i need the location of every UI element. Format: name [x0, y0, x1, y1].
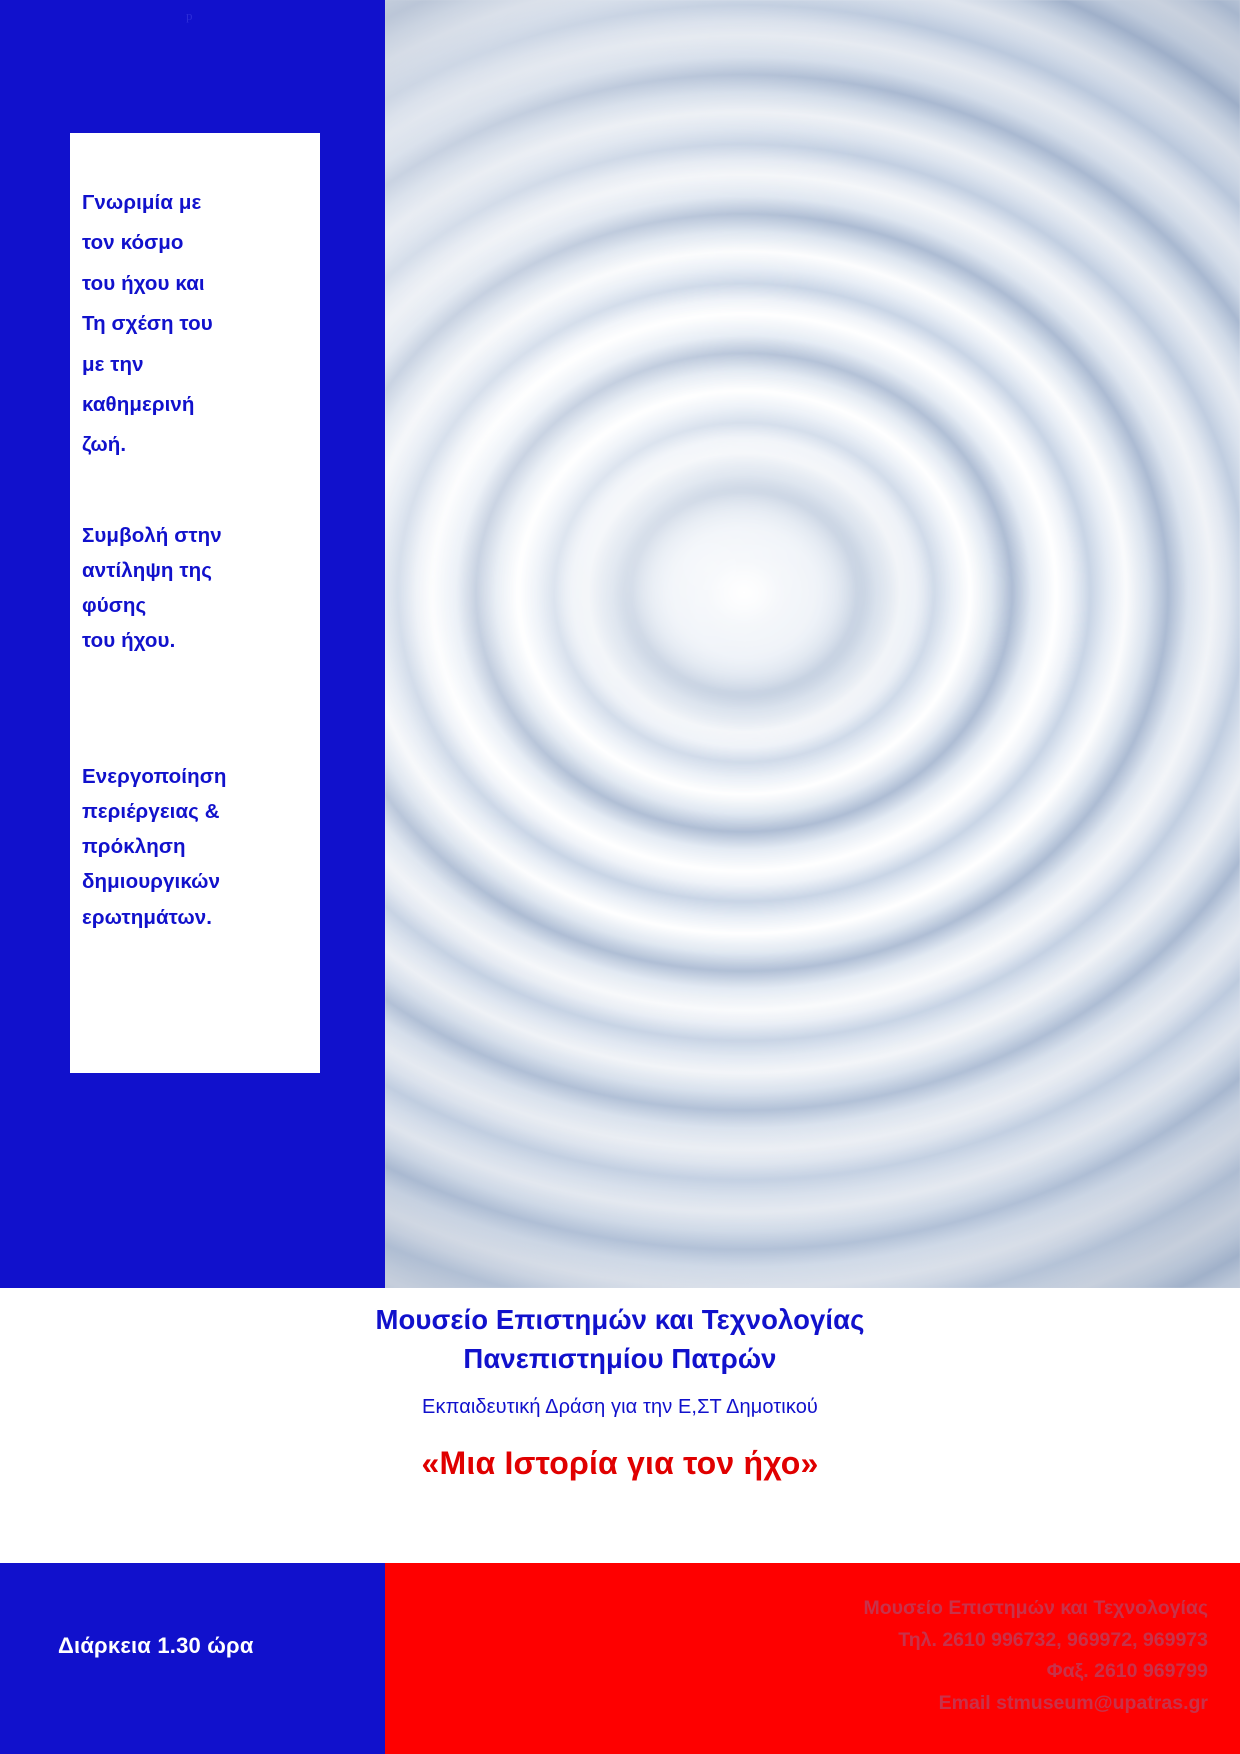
middle-info-band	[0, 1288, 1240, 1563]
panel-line: Τη σχέση του	[82, 312, 213, 336]
stray-character-mark: p	[186, 8, 193, 23]
panel-line: με την	[82, 352, 144, 376]
panel-block-one	[82, 183, 292, 466]
contact-info	[864, 1593, 1208, 1719]
contact-line: Email stmuseum@upatras.gr	[938, 1691, 1208, 1714]
water-ripple-vignette	[385, 0, 1240, 1288]
contact-line: Μουσείο Επιστημών και Τεχνολογίας	[863, 1597, 1208, 1619]
panel-line: δημιουργικών	[82, 870, 221, 894]
panel-spacer	[82, 659, 292, 759]
panel-line: Γνωριμία με	[82, 191, 202, 214]
panel-line: του ήχου.	[82, 629, 176, 653]
panel-line: Συμβολή στην	[82, 523, 222, 547]
panel-line: περιέργειας &	[82, 799, 220, 823]
poster-title: «Μια Ιστορία για τον ήχο»	[421, 1445, 819, 1482]
panel-line: Ενεργοποίηση	[82, 764, 227, 788]
panel-line: καθημερινή	[82, 392, 195, 416]
panel-line: ζωή.	[82, 433, 127, 457]
panel-line: αντίληψη της	[82, 558, 212, 582]
museum-name-line-1: Μουσείο Επιστημών και Τεχνολογίας	[375, 1304, 865, 1335]
panel-block-two	[82, 518, 292, 659]
panel-line: του ήχου και	[82, 271, 205, 295]
panel-line: πρόκληση	[82, 835, 186, 859]
panel-line: ερωτημάτων.	[82, 905, 213, 929]
panel-block-three	[82, 759, 292, 935]
footer-band	[0, 1563, 1240, 1754]
activity-subtitle: Εκπαιδευτική Δράση για την Ε,ΣΤ Δημοτικού	[422, 1396, 818, 1419]
contact-line: Φαξ. 2610 969799	[1046, 1660, 1208, 1683]
contact-line: Τηλ. 2610 996732, 969972, 969973	[898, 1628, 1208, 1651]
panel-line: φύσης	[82, 594, 147, 618]
duration-label: Διάρκεια 1.30 ώρα	[58, 1633, 254, 1658]
panel-line: τον κόσμο	[82, 231, 184, 255]
white-text-panel	[70, 133, 320, 1073]
museum-name-line-2: Πανεπιστημίου Πατρών	[463, 1343, 777, 1375]
panel-spacer	[82, 466, 292, 518]
